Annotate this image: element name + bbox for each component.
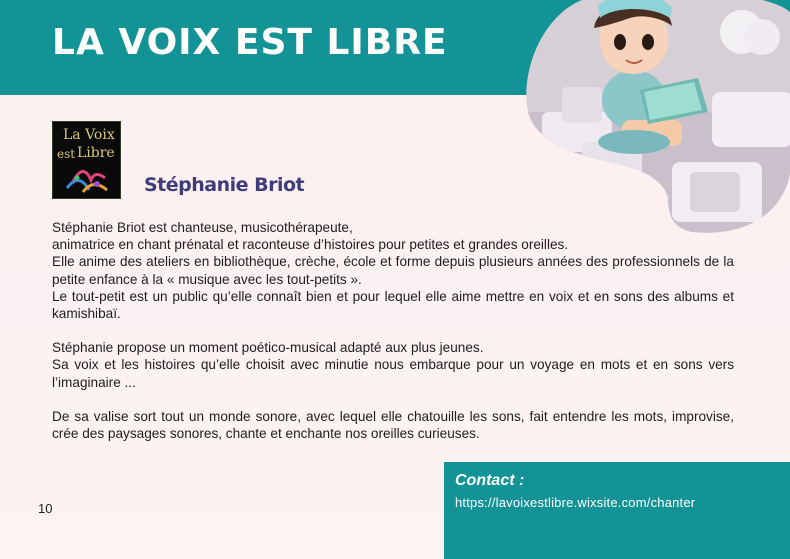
contact-link[interactable]: https://lavoixestlibre.wixsite.com/chanter — [455, 495, 696, 510]
logo-line-3: Libre — [77, 145, 115, 161]
paragraph-1 — [52, 219, 734, 322]
paragraph-2 — [52, 339, 734, 391]
paragraph-line: Stéphanie propose un moment poético-musical adapté aux plus jeunes. — [52, 340, 484, 356]
page-title: LA VOIX EST LIBRE — [52, 22, 448, 63]
biography-text — [52, 219, 734, 442]
logo-line-2: est — [57, 147, 76, 161]
paragraph-line: Le tout-petit est un public qu’elle connaît bien et pour lequel elle aime mettre en voix et en sons des albums et kamishibaï. — [52, 288, 734, 322]
person-name: Stéphanie Briot — [144, 174, 305, 196]
hero-illustration — [522, 0, 790, 242]
contact-label: Contact : — [455, 472, 525, 489]
page-number: 10 — [38, 501, 53, 516]
paragraph-line: Elle anime des ateliers en bibliothèque, crèche, école et forme depuis plusieurs années des professionnels de la petite enfance à la « musique avec les tout-petits ». — [52, 254, 734, 287]
la-voix-est-libre-logo — [52, 121, 121, 199]
paragraph-line: De sa valise sort tout un monde sonore, avec lequel elle chatouille les sons, fait entendre les mots, improvise, crée des paysages sonores, chante et enchante nos oreilles curieuses. — [52, 408, 734, 442]
paragraph-line: animatrice en chant prénatal et raconteuse d’histoires pour petites et grandes oreilles. — [52, 237, 569, 253]
paragraph-line: Stéphanie Briot est chanteuse, musicothérapeute, — [52, 220, 353, 235]
paragraph-line: Sa voix et les histoires qu’elle choisit avec minutie nous embarque pour un voyage en mots et en sons vers l’imaginaire ... — [52, 357, 734, 390]
logo-line-1: La Voix — [63, 127, 115, 143]
paragraph-3 — [52, 408, 734, 442]
contact-box — [444, 462, 790, 559]
